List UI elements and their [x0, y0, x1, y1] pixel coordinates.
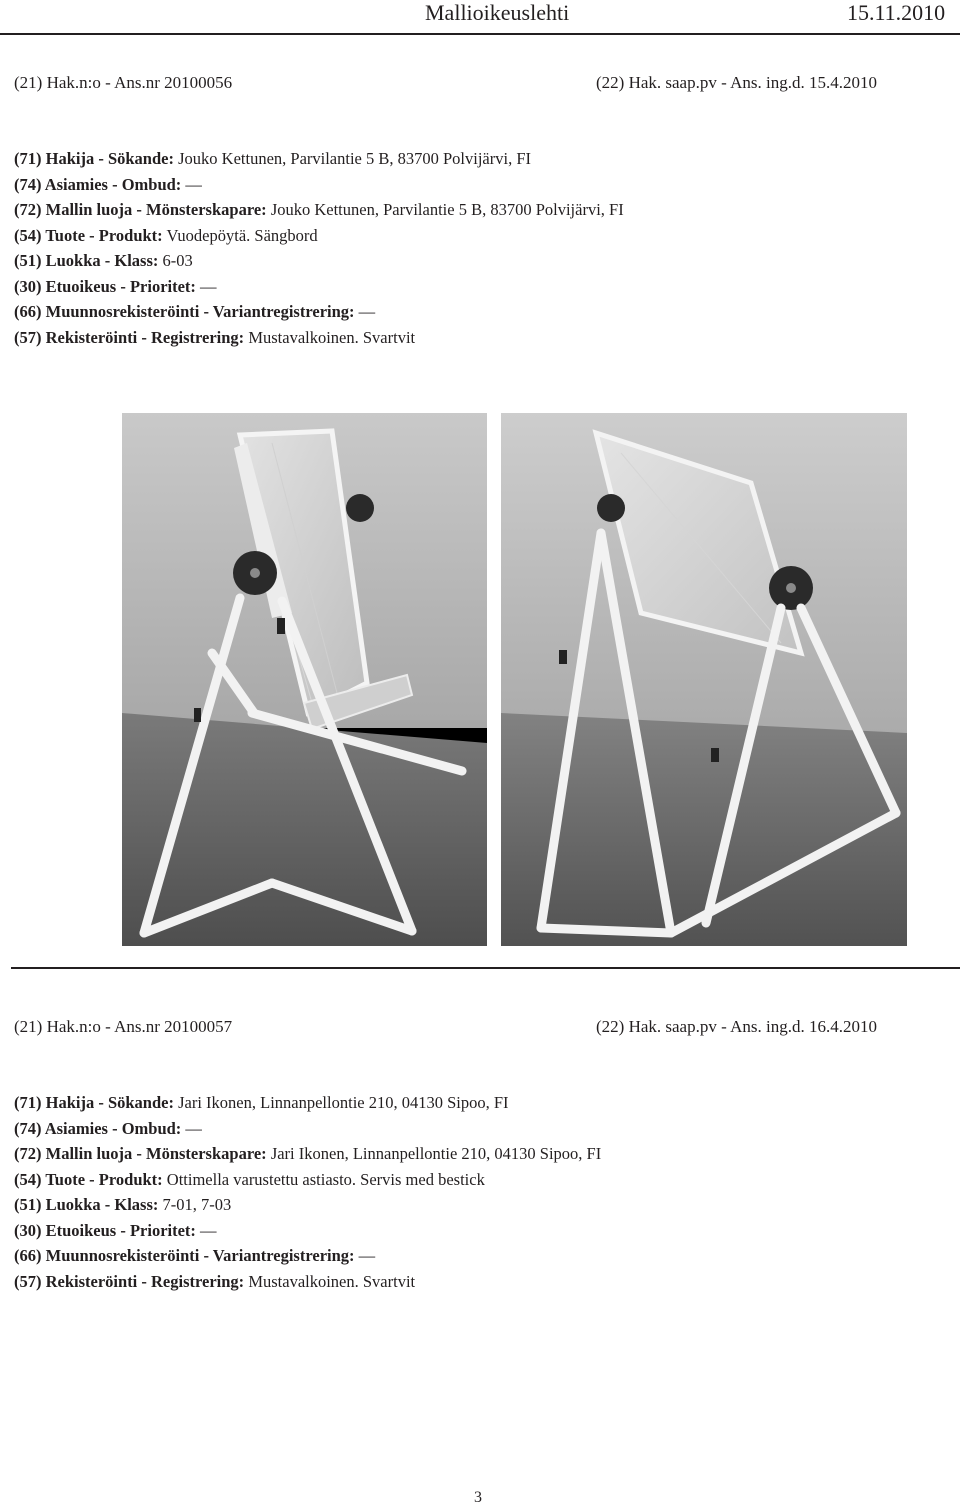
entry-2-field-class: (51) Luokka - Klass: 7-01, 7-03 [14, 1195, 232, 1214]
entry-1-application-number: (21) Hak.n:o - Ans.nr 20100056 [14, 73, 233, 92]
issue-date: 15.11.2010 [847, 0, 946, 25]
entry-2-field-product: (54) Tuote - Produkt: Ottimella varustettu astiasto. Servis med bestick [14, 1169, 485, 1189]
entry-1-field-product: (54) Tuote - Produkt: Vuodepöytä. Sängbord [14, 225, 318, 245]
entry-divider [11, 967, 960, 969]
header-divider [0, 33, 960, 35]
bed-table-side-image [501, 413, 907, 946]
entry-1-field-designer: (72) Mallin luoja - Mönsterskapare: Jouko Kettunen, Parvilantie 5 B, 83700 Polvijärvi, FI [14, 200, 624, 219]
entry-1-fields [14, 146, 624, 350]
page-number: 3 [474, 1489, 482, 1506]
entry-2-fields [14, 1090, 601, 1294]
product-photo-front [122, 413, 487, 946]
entry-2-filing-date: (22) Hak. saap.pv - Ans. ing.d. 16.4.2010 [596, 1017, 877, 1036]
entry-2-field-agent: (74) Asiamies - Ombud: — [14, 1118, 202, 1138]
journal-title: Mallioikeuslehti [425, 0, 570, 25]
entry-2-field-registration: (57) Rekisteröinti - Registrering: Mustavalkoinen. Svartvit [14, 1271, 416, 1291]
entry-2-field-applicant: (71) Hakija - Sökande: Jari Ikonen, Linnanpellontie 210, 04130 Sipoo, FI [14, 1093, 509, 1112]
entry-1-field-class: (51) Luokka - Klass: 6-03 [14, 251, 193, 270]
entry-1-field-priority: (30) Etuoikeus - Prioritet: — [14, 276, 217, 296]
entry-1-filing-date: (22) Hak. saap.pv - Ans. ing.d. 15.4.2010 [596, 73, 877, 92]
entry-2-field-variant: (66) Muunnosrekisteröinti - Variantregistrering: — [14, 1246, 376, 1265]
product-photo-side [501, 413, 907, 946]
entry-2-field-priority: (30) Etuoikeus - Prioritet: — [14, 1220, 217, 1240]
entry-1-field-agent: (74) Asiamies - Ombud: — [14, 174, 202, 194]
entry-2-field-designer: (72) Mallin luoja - Mönsterskapare: Jari Ikonen, Linnanpellontie 210, 04130 Sipoo, FI [14, 1144, 602, 1163]
entry-1-field-variant: (66) Muunnosrekisteröinti - Variantregistrering: — [14, 302, 376, 321]
bed-table-front-image [122, 413, 487, 946]
entry-2-application-number: (21) Hak.n:o - Ans.nr 20100057 [14, 1017, 233, 1036]
entry-1-field-registration: (57) Rekisteröinti - Registrering: Mustavalkoinen. Svartvit [14, 327, 416, 347]
entry-1-field-applicant: (71) Hakija - Sökande: Jouko Kettunen, Parvilantie 5 B, 83700 Polvijärvi, FI [14, 149, 531, 168]
